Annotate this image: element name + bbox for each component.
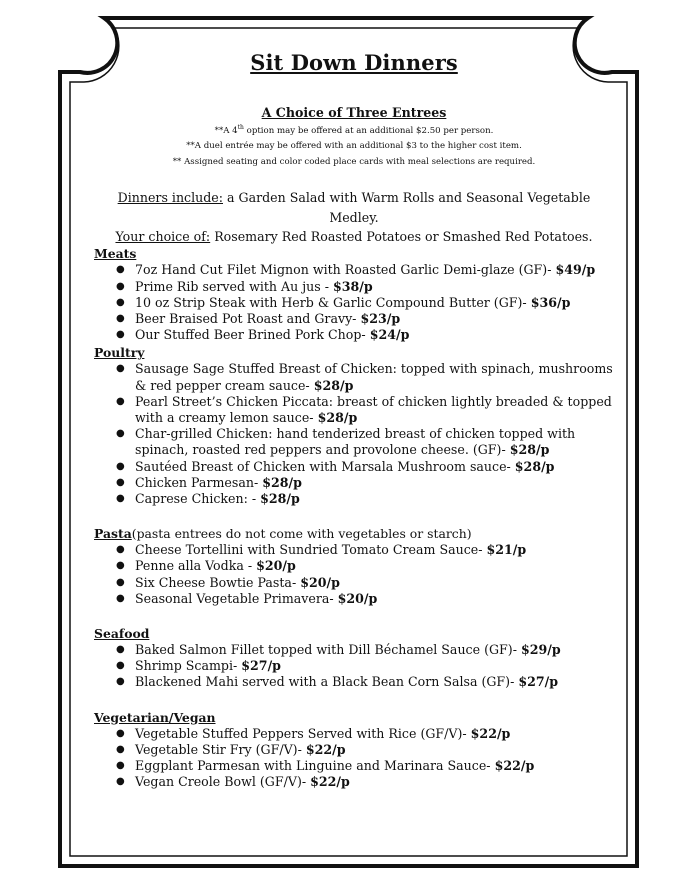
menu-item (94, 262, 614, 278)
menu-item-text: Baked Salmon Fillet topped with Dill Béchamel Sauce (GF)- (135, 642, 521, 658)
bullet-icon: ● (116, 296, 125, 308)
menu-item (94, 774, 614, 790)
menu-item-price: $49/p (555, 262, 596, 278)
bullet-icon: ● (116, 395, 125, 407)
menu-item-price: $24/p (369, 327, 410, 343)
menu-item (94, 542, 614, 558)
menu-item-text: Vegan Creole Bowl (GF/V)- (135, 774, 311, 790)
menu-item-price: $20/p (300, 574, 340, 590)
menu-item-price: $22/p (494, 758, 535, 774)
menu-item-text: Char-grilled Chicken: hand tenderized breast of chicken topped with spinach, roasted red peppers and provolone cheese. (GF)- (135, 426, 576, 458)
menu-item-price: $28/p (260, 491, 300, 506)
bullet-icon: ● (116, 264, 125, 276)
menu-item-text: Eggplant Parmesan with Linguine and Marinara Sauce- (135, 758, 495, 774)
menu-item-price: $21/p (486, 542, 527, 558)
list-pasta (94, 542, 614, 607)
menu-item-text: Sausage Sage Stuffed Breast of Chicken: topped with spinach, mushrooms & red pepper cream sauce- (135, 361, 613, 393)
menu-item (94, 394, 614, 426)
menu-item-price: $20/p (337, 590, 378, 606)
page-title: Sit Down Dinners (250, 50, 458, 75)
menu-item-price: $29/p (520, 642, 561, 658)
bullet-icon: ● (116, 428, 125, 440)
menu-item (94, 726, 614, 742)
menu-item-text: Vegetable Stir Fry (GF/V)- (135, 741, 306, 757)
bullet-icon: ● (116, 312, 125, 324)
section-heading-meats: Meats (94, 246, 137, 262)
menu-item-text: Chicken Parmesan- (135, 474, 263, 490)
subtitle: A Choice of Three Entrees (261, 105, 447, 120)
menu-item (94, 491, 614, 507)
menu-item (94, 758, 614, 774)
note-fourth-option: **A 4th option may be offered at an additional $2.50 per person. (214, 124, 494, 136)
menu-item-price: $20/p (256, 558, 296, 574)
menu-item (94, 575, 614, 591)
bullet-icon: ● (116, 760, 125, 772)
menu-item (94, 558, 614, 574)
menu-item-text: Penne alla Vodka - (135, 558, 257, 574)
menu-item-price: $28/p (317, 409, 358, 425)
list-seafood (94, 642, 614, 691)
menu-item-text: Sautéed Breast of Chicken with Marsala Mushroom sauce- (135, 458, 515, 474)
menu-item-price: $22/p (310, 774, 350, 790)
bullet-icon: ● (116, 743, 125, 755)
bullet-icon: ● (116, 476, 125, 488)
menu-item-text: Our Stuffed Beer Brined Pork Chop- (135, 327, 370, 343)
bullet-icon: ● (116, 363, 125, 375)
bullet-icon: ● (116, 493, 125, 504)
menu-item (94, 279, 614, 295)
menu-item-price: $38/p (333, 278, 373, 294)
menu-item (94, 591, 614, 607)
menu-item-text: Blackened Mahi served with a Black Bean Corn Salsa (GF)- (135, 674, 519, 690)
note-duel-entree: **A duel entrée may be offered with an additional $3 to the higher cost item. (186, 141, 522, 152)
section-heading-poultry: Poultry (94, 345, 145, 361)
menu-item-text: Six Cheese Bowtie Pasta- (135, 574, 301, 590)
menu-item (94, 459, 614, 475)
menu-item-price: $23/p (360, 310, 401, 326)
menu-item-text: Seasonal Vegetable Primavera- (135, 590, 338, 606)
list-poultry (94, 361, 614, 507)
bullet-icon: ● (116, 280, 125, 292)
menu-item-text: Beer Braised Pot Roast and Gravy- (135, 310, 361, 326)
bullet-icon: ● (116, 576, 125, 588)
menu-item-price: $22/p (305, 741, 346, 757)
menu-item-price: $28/p (514, 458, 555, 474)
menu-item-text: Prime Rib served with Au jus - (135, 278, 333, 294)
menu-item-text: Cheese Tortellini with Sundried Tomato Cream Sauce- (135, 542, 487, 558)
list-vegetarian (94, 726, 614, 791)
bullet-icon: ● (116, 592, 125, 604)
menu-item-text: Caprese Chicken: - (135, 491, 261, 506)
bullet-icon: ● (116, 727, 125, 739)
list-meats (94, 262, 614, 343)
menu-item (94, 327, 614, 343)
menu-item (94, 361, 614, 393)
menu-item-price: $28/p (262, 474, 302, 490)
bullet-icon: ● (116, 329, 125, 341)
bullet-icon: ● (116, 676, 125, 688)
menu-item-price: $36/p (530, 294, 571, 310)
menu-item-price: $22/p (470, 725, 511, 741)
bullet-icon: ● (116, 776, 125, 788)
section-heading-pasta: Pasta(pasta entrees do not come with vegetables or starch) (94, 526, 472, 542)
menu-item (94, 475, 614, 491)
menu-item (94, 295, 614, 311)
menu-item-text: 10 oz Strip Steak with Herb & Garlic Compound Butter (GF)- (135, 294, 531, 310)
section-heading-seafood: Seafood (94, 626, 150, 642)
menu-item-price: $28/p (509, 442, 550, 458)
menu-item (94, 658, 614, 674)
menu-item (94, 642, 614, 658)
bullet-icon: ● (116, 660, 125, 672)
menu-item-price: $28/p (313, 377, 354, 393)
bullet-icon: ● (116, 644, 125, 656)
menu-item (94, 311, 614, 327)
menu-item (94, 674, 614, 690)
menu-item-price: $27/p (241, 658, 281, 674)
choice-of: Your choice of: Rosemary Red Roasted Potatoes or Smashed Red Potatoes. (115, 229, 593, 245)
note-seating: ** Assigned seating and color coded place cards with meal selections are required. (172, 156, 536, 167)
menu-item-price: $27/p (518, 674, 559, 690)
menu-item-text: Shrimp Scampi- (135, 658, 242, 674)
menu-item (94, 742, 614, 758)
menu-item-text: Pearl Street’s Chicken Piccata: breast of chicken lightly breaded & topped with a creamy lemon sauce- (135, 393, 612, 425)
menu-item-text: 7oz Hand Cut Filet Mignon with Roasted Garlic Demi-glaze (GF)- (135, 262, 556, 278)
bullet-icon: ● (116, 460, 125, 472)
dinners-include: Dinners include: a Garden Salad with Warm Rolls and Seasonal Vegetable Medley. (117, 190, 591, 226)
bullet-icon: ● (116, 544, 125, 556)
menu-content (94, 50, 614, 790)
menu-item-text: Vegetable Stuffed Peppers Served with Rice (GF/V)- (135, 725, 471, 741)
section-heading-vegetarian: Vegetarian/Vegan (94, 709, 216, 725)
bullet-icon: ● (116, 560, 125, 572)
menu-item (94, 426, 614, 458)
